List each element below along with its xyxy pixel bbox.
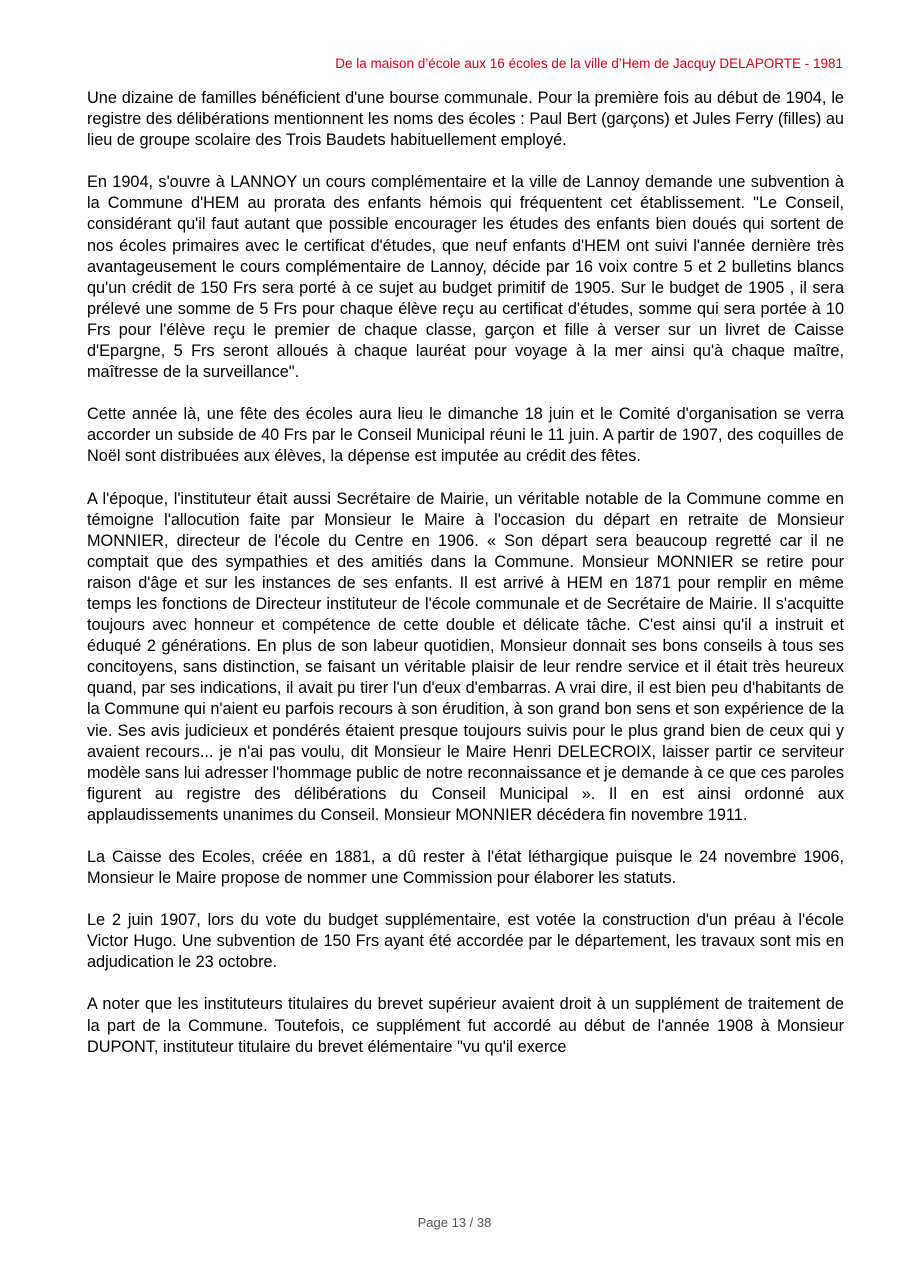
paragraph-brevet-superieur: A noter que les instituteurs titulaires du brevet supérieur avaient droit à un supplément de traitement de la part de la Commune. Toutefois, ce supplément fut accordé au début de l'année 1908 à Monsieur DUPONT, instituteur titulaire du brevet élémentaire "vu qu'il exerce bbox=[87, 995, 844, 1056]
paragraph-preau-victor-hugo: Le 2 juin 1907, lors du vote du budget supplémentaire, est votée la construction d'un préau à l'école Victor Hugo. Une subvention de 150 Frs ayant été accordée par le département, les travaux sont mis en adjudication le 23 octobre. bbox=[87, 911, 844, 972]
paragraph-monsieur-monnier: A l'époque, l'instituteur était aussi Secrétaire de Mairie, un véritable notable de la Commune comme en témoigne l'allocution faite par Monsieur le Maire à l'occasion du départ en retraite de Monsieur MONNIER, directeur de l'école du Centre en 1906. « Son départ sera beaucoup regretté car il ne comptait que des sympathies et des amitiés dans la Commune. Monsieur MONNIER se retire pour raison d'âge et sur les instances de ses enfants. Il est arrivé à HEM en 1871 pour remplir en même temps les fonctions de Directeur instituteur de l'école communale et de Secrétaire de Mairie. Il s'acquitte toujours avec honneur et compétence de cette double et délicate tâche. C'est ainsi qu'il a instruit et éduqué 2 générations. En plus de son labeur quotidien, Monsieur donnait ses bons conseils à tous ses concitoyens, sans distinction, se faisant un véritable plaisir de leur rendre service et il était très heureux quand, par ses indications, il avait pu tirer l'un d'eux d'embarras. A vrai dire, il est bien peu d'habitants de la Commune qui n'aient eu parfois recours à son érudition, à son grand bon sens et son expérience de la vie. Ses avis judicieux et pondérés étaient presque toujours suivis pour le plus grand bien de ceux qui y avaient recours... je n'ai pas voulu, dit Monsieur le Maire Henri DELECROIX, laisser partir ce serviteur modèle sans lui adresser l'hommage public de notre reconnaissance et je demande à ce que ces paroles figurent au registre des délibérations du Conseil Municipal ». Il en est ainsi ordonné aux applaudissements unanimes du Conseil. Monsieur MONNIER décédera fin novembre 1911. bbox=[87, 489, 845, 824]
running-header: De la maison d’école aux 16 écoles de la ville d’Hem de Jacquy DELAPORTE - 1981 bbox=[335, 56, 843, 71]
paragraph-cours-complementaire: En 1904, s'ouvre à LANNOY un cours complémentaire et la ville de Lannoy demande une subvention à la Commune d'HEM au prorata des enfants hémois qui fréquentent cet établissement. "Le Conseil, considérant qu'il faut autant que possible encourager les études des enfants bien doués qui sortent de nos écoles primaires avec le certificat d'études, que neuf enfants d'HEM ont suivi l'année dernière très avantageusement le cours complémentaire de Lannoy, décide par 16 voix contre 5 et 2 bulletins blancs qu'un crédit de 150 Frs sera porté à ce sujet au budget primitif de 1905. Sur le budget de 1905 , il sera prélevé une somme de 5 Frs pour chaque élève reçu au certificat d'études, somme qui sera portée à 10 Frs pour l'élève reçu le premier de chaque classe, garçon et fille à verser sur un livret de Caisse d'Epargne, 5 Frs seront alloués à chaque lauréat pour voyage à la mer ainsi qu'à chaque maître, maîtresse de la surveillance". bbox=[87, 173, 844, 382]
paragraph-fete-des-ecoles: Cette année là, une fête des écoles aura lieu le dimanche 18 juin et le Comité d'organisation se verra accorder un subside de 40 Frs par le Conseil Municipal réuni le 11 juin. A partir de 1907, des coquilles de Noël sont distribuées aux élèves, la dépense est imputée au crédit des fêtes. bbox=[87, 405, 844, 466]
document-body bbox=[87, 88, 844, 1058]
paragraph-bourse-communale: Une dizaine de familles bénéficient d'une bourse communale. Pour la première fois au début de 1904, le registre des délibérations mentionnent les noms des écoles : Paul Bert (garçons) et Jules Ferry (filles) au lieu de groupe scolaire des Trois Baudets habituellement employé. bbox=[87, 89, 844, 150]
paragraph-caisse-des-ecoles: La Caisse des Ecoles, créée en 1881, a dû rester à l'état léthargique puisque le 24 novembre 1906, Monsieur le Maire propose de nommer une Commission pour élaborer les statuts. bbox=[87, 848, 844, 888]
page-number: Page 13 / 38 bbox=[417, 1215, 492, 1230]
